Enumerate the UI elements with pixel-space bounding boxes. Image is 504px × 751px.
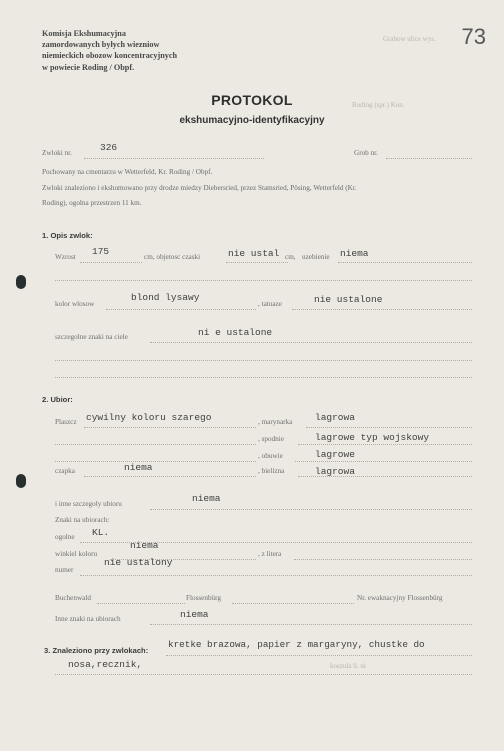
cm-label: cm, xyxy=(285,253,296,261)
field-line xyxy=(84,158,264,159)
field-line xyxy=(292,309,472,310)
hair-value: blond lysawy xyxy=(131,292,200,303)
other-details-value: niema xyxy=(192,493,221,504)
field-line xyxy=(306,427,472,428)
punch-hole xyxy=(16,275,26,289)
letter-label: , z litera xyxy=(258,550,282,558)
field-line xyxy=(55,360,472,361)
faint-note: koszula li. ni xyxy=(330,662,366,670)
field-line xyxy=(294,559,472,560)
other-details-label: i inne szczegoly ubioru xyxy=(55,500,122,508)
document-title: PROTOKOL xyxy=(211,92,293,108)
height-value: 175 xyxy=(92,246,110,257)
section-clothing-heading: 2. Ubior: xyxy=(42,395,73,404)
general-marks-label: ogolne xyxy=(55,533,75,541)
angle-color-value: niema xyxy=(130,540,159,551)
field-line xyxy=(226,262,288,263)
trousers-label: , spodnie xyxy=(258,435,284,443)
field-line xyxy=(166,655,472,656)
camp-flossenburg-label: Flossenbürg xyxy=(186,594,222,602)
marks-value: ni e ustalone xyxy=(198,327,273,338)
page-number: 73 xyxy=(461,24,486,49)
general-marks-value: KL. xyxy=(92,527,110,538)
evacuation-number-label: Nr. ewaknacyjny Flossenbürg xyxy=(357,594,443,602)
tattoo-value: nie ustalone xyxy=(314,294,383,305)
section-found-items-heading: 3. Znaleziono przy zwlokach: xyxy=(44,646,149,655)
cap-label: czapka xyxy=(55,467,75,475)
field-line xyxy=(80,262,142,263)
other-marks-label: Inne znaki na ubiorach xyxy=(55,615,121,623)
remains-number: 326 xyxy=(100,142,118,153)
document-subtitle: ekshumacyjno-identyfikacyjny xyxy=(179,115,325,126)
grave-label: Grob nr. xyxy=(354,149,378,157)
burial-place: Pochowany na cmentarzu w Wetterfeld, Kr. Roding / Obpf. xyxy=(42,168,213,176)
field-line xyxy=(84,476,256,477)
hair-label: kolor wlosow xyxy=(55,300,95,308)
section-body-heading: 1. Opis zwlok: xyxy=(42,231,93,240)
skull-value: nie ustal xyxy=(228,248,280,259)
clothing-marks-label: Znaki na ubiorach: xyxy=(55,516,110,524)
field-line xyxy=(298,444,472,445)
field-line xyxy=(80,575,472,576)
org-line: w powiecie Roding / Obpf. xyxy=(42,62,135,72)
underwear-label: , bielizna xyxy=(258,467,285,475)
found-place-line1: Zwloki znaleziono i ekshumowano przy drodze miedzy Diebersried, przez Stamsried, Pösing, Wetterfeld (Kr. xyxy=(42,184,357,192)
org-line: Komisja Ekshumacyjna xyxy=(42,29,126,38)
cap-value: niema xyxy=(124,462,153,473)
jacket-value: lagrowa xyxy=(315,412,355,423)
number-label: numer xyxy=(55,566,74,574)
field-line xyxy=(386,158,472,159)
field-line xyxy=(338,262,472,263)
underwear-value: lagrowa xyxy=(315,466,355,477)
shoes-label: , obuwie xyxy=(258,452,283,460)
coat-value: cywilny koloru szarego xyxy=(86,412,212,423)
field-line xyxy=(55,377,472,378)
marks-label: szczegolne znaki na ciele xyxy=(55,333,128,341)
field-line xyxy=(55,461,256,462)
found-items-value-line2: nosa,recznik, xyxy=(68,659,143,670)
field-line xyxy=(55,280,472,281)
teeth-value: niema xyxy=(340,248,369,259)
org-line: zamordowanych byłych wiezniow xyxy=(42,40,160,50)
field-line xyxy=(97,603,185,604)
remains-label: Zwloki nr. xyxy=(42,149,72,157)
found-place-line2: Roding), ogolna przestrzen 11 km. xyxy=(42,199,142,207)
trousers-value: lagrowe typ wojskowy xyxy=(315,432,430,443)
teeth-label: uzebienie xyxy=(302,253,330,261)
found-items-value-line1: kretke brazowa, papier z margaryny, chustke do xyxy=(168,639,425,650)
field-line xyxy=(150,509,472,510)
angle-color-label: winkiel koloru xyxy=(55,550,98,558)
tattoo-label: , tatuaze xyxy=(258,300,282,308)
number-value: nie ustalony xyxy=(104,557,173,568)
faint-note: Grabow ulice wys. xyxy=(383,35,436,43)
field-line xyxy=(106,309,256,310)
camp-buchenwald-label: Buchenwald xyxy=(55,594,91,602)
field-line xyxy=(150,342,472,343)
field-line xyxy=(55,444,256,445)
field-line xyxy=(295,461,472,462)
skull-label: cm, objetosc czaski xyxy=(144,253,201,261)
shoes-value: lagrowe xyxy=(315,449,355,460)
org-line: niemieckich obozow koncentracyjnych xyxy=(42,51,178,61)
field-line xyxy=(232,603,354,604)
punch-hole xyxy=(16,474,26,488)
height-label: Wzrost xyxy=(55,253,76,261)
faint-note: Roding (spr.) Kon. xyxy=(352,101,405,109)
field-line xyxy=(84,427,256,428)
coat-label: Plaszcz xyxy=(55,418,77,426)
field-line xyxy=(55,674,472,675)
commission-header xyxy=(42,28,177,73)
jacket-label: , marynarka xyxy=(258,418,293,426)
other-marks-value: niema xyxy=(180,609,209,620)
field-line xyxy=(150,624,472,625)
